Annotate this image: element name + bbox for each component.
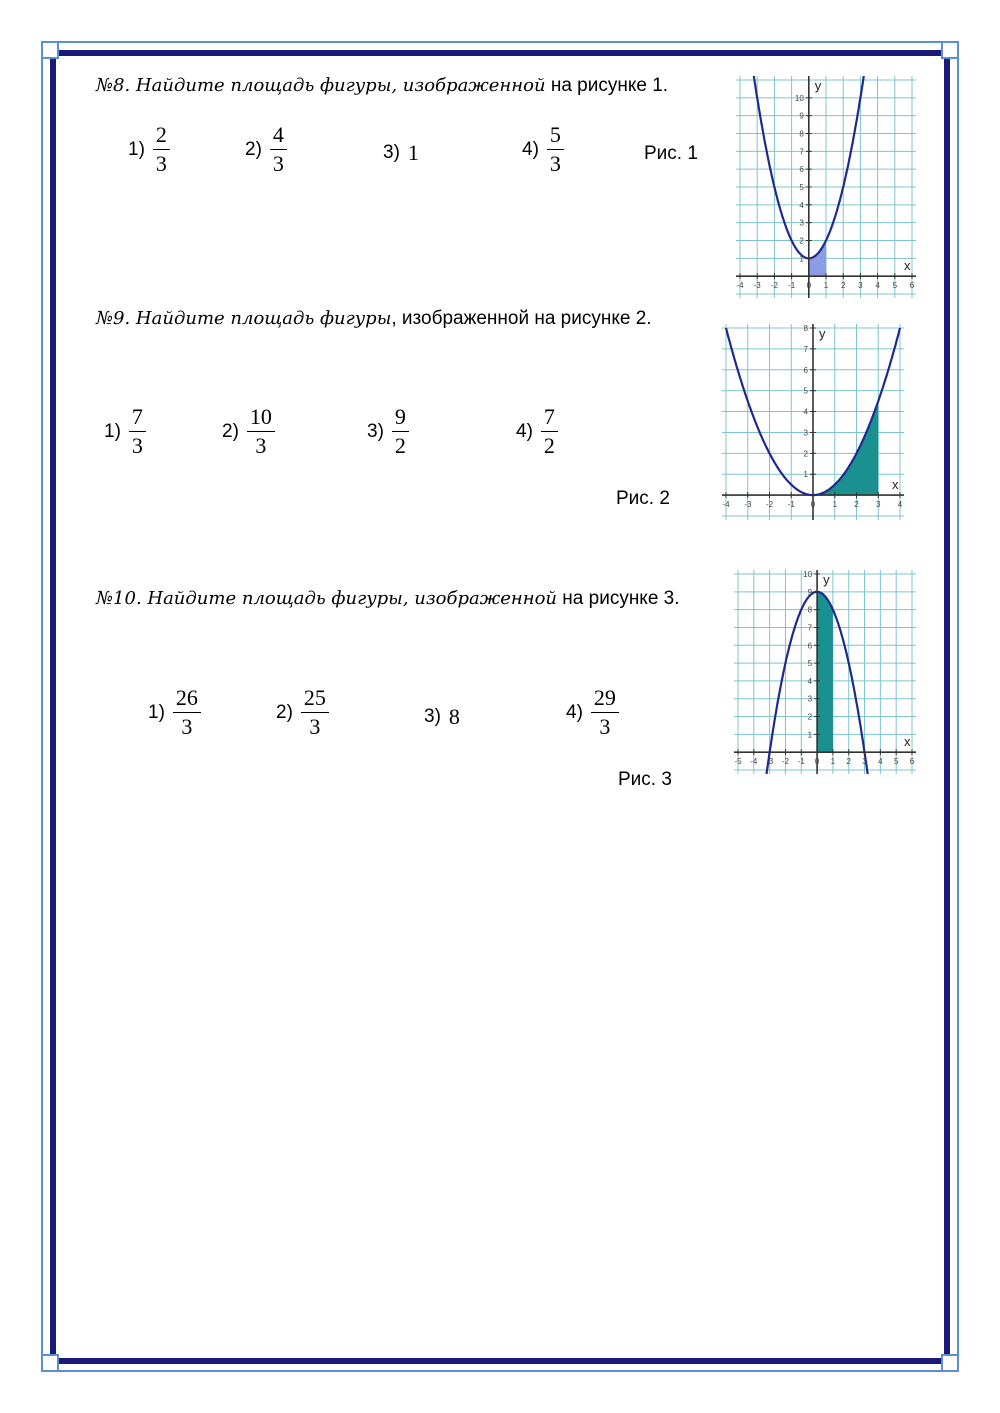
fraction xyxy=(591,687,619,738)
x-tick-label: -5 xyxy=(734,757,742,767)
figure-2-graph xyxy=(722,324,904,520)
x-tick-label: 4 xyxy=(897,500,903,510)
option-number: 1) xyxy=(104,420,121,442)
x-tick-label: -4 xyxy=(736,281,744,291)
x-tick-label: 2 xyxy=(840,281,846,291)
task-9-title-italic: №9. Найдите площадь фигуры xyxy=(96,308,392,329)
corner-ornament xyxy=(41,41,59,59)
y-tick-label: 4 xyxy=(807,676,813,686)
denominator: 3 xyxy=(549,151,561,176)
task-10-option-2[interactable] xyxy=(276,687,329,738)
numerator: 2 xyxy=(153,124,170,150)
task-9-option-2[interactable] xyxy=(222,406,275,457)
x-tick-label: -2 xyxy=(770,281,778,291)
x-tick-label: 1 xyxy=(832,500,837,510)
denominator: 3 xyxy=(181,714,193,739)
option-number: 3) xyxy=(424,706,441,727)
y-tick-label: 9 xyxy=(799,111,804,121)
x-tick-label: -2 xyxy=(781,757,790,767)
y-tick-label: 3 xyxy=(807,694,813,704)
corner-ornament xyxy=(41,1354,59,1372)
x-tick-label: 3 xyxy=(862,757,867,767)
numerator: 29 xyxy=(591,687,619,713)
option-number: 4) xyxy=(516,420,533,442)
y-tick-label: 3 xyxy=(799,218,804,228)
x-tick-label: 2 xyxy=(846,757,851,767)
task-10-option-4[interactable] xyxy=(566,687,619,738)
y-tick-label: 6 xyxy=(807,641,813,651)
option-number: 4) xyxy=(522,138,539,160)
task-10-title xyxy=(96,588,680,610)
option-value: 1 xyxy=(407,140,419,165)
y-tick-label: 10 xyxy=(803,570,813,579)
option-number: 1) xyxy=(128,138,145,160)
x-tick-label: -4 xyxy=(722,500,730,510)
denominator: 3 xyxy=(599,714,611,739)
x-tick-label: -3 xyxy=(744,500,752,510)
denominator: 2 xyxy=(543,433,555,458)
x-tick-label: -1 xyxy=(788,281,796,291)
task-8-title-italic: №8. Найдите площадь фигуры, изображенной xyxy=(96,75,546,96)
y-tick-label: 1 xyxy=(803,470,808,480)
task-9-title-plain: , изображенной на рисунке 2. xyxy=(391,308,652,329)
x-tick-label: 0 xyxy=(814,757,820,767)
figure-1-label: Рис. 1 xyxy=(644,143,698,164)
y-tick-label: 2 xyxy=(799,236,804,246)
x-tick-label: 1 xyxy=(823,281,829,291)
numerator: 5 xyxy=(547,124,564,150)
task-9-option-3[interactable] xyxy=(367,406,409,457)
x-tick-label: 3 xyxy=(858,281,863,291)
x-axis-label: x xyxy=(904,734,911,750)
task-8-option-4[interactable] xyxy=(522,124,564,175)
numerator: 4 xyxy=(270,124,287,150)
task-10-option-3[interactable] xyxy=(424,704,460,730)
y-tick-label: 4 xyxy=(799,200,804,210)
denominator: 3 xyxy=(155,151,167,176)
y-axis-label: y xyxy=(819,326,826,341)
y-tick-label: 7 xyxy=(803,344,808,354)
y-tick-label: 8 xyxy=(799,129,804,139)
task-8-option-2[interactable] xyxy=(245,124,287,175)
x-tick-label: 0 xyxy=(806,281,812,291)
x-tick-label: 4 xyxy=(878,757,883,767)
option-number: 2) xyxy=(222,420,239,442)
fraction xyxy=(392,406,409,457)
y-tick-label: 2 xyxy=(803,449,808,459)
y-tick-label: 6 xyxy=(803,365,808,375)
x-tick-label: 1 xyxy=(830,757,836,767)
task-9-title xyxy=(96,308,652,330)
task-10-title-italic: №10. Найдите площадь фигуры, изображенной xyxy=(96,588,558,609)
x-axis-label: x xyxy=(892,477,899,493)
option-number: 3) xyxy=(367,420,384,442)
y-tick-label: 5 xyxy=(799,183,804,192)
x-tick-label: 6 xyxy=(909,757,915,767)
task-9-option-1[interactable] xyxy=(104,406,146,457)
x-tick-label: -4 xyxy=(750,757,758,767)
x-tick-label: 2 xyxy=(854,500,859,510)
option-value: 8 xyxy=(448,704,460,729)
y-tick-label: 2 xyxy=(807,712,813,722)
option-number: 3) xyxy=(383,142,400,163)
x-tick-label: -3 xyxy=(766,757,774,767)
x-tick-label: 6 xyxy=(909,281,915,291)
numerator: 7 xyxy=(541,406,558,432)
shaded-area xyxy=(817,592,833,752)
denominator: 3 xyxy=(131,433,143,458)
y-tick-label: 9 xyxy=(807,587,813,597)
option-number: 2) xyxy=(245,138,262,160)
x-tick-label: 4 xyxy=(875,281,880,291)
y-tick-label: 5 xyxy=(803,386,808,396)
fraction xyxy=(247,406,275,457)
task-9-option-4[interactable] xyxy=(516,406,558,457)
option-number: 4) xyxy=(566,701,583,723)
numerator: 7 xyxy=(129,406,146,432)
option-number: 1) xyxy=(148,701,165,723)
y-tick-label: 7 xyxy=(807,623,813,633)
shaded-area xyxy=(813,401,878,495)
denominator: 2 xyxy=(394,433,406,458)
y-tick-label: 8 xyxy=(807,605,813,615)
y-tick-label: 3 xyxy=(803,428,808,438)
denominator: 3 xyxy=(255,433,267,458)
fraction xyxy=(129,406,146,457)
task-10-option-1[interactable] xyxy=(148,687,201,738)
y-tick-label: 6 xyxy=(799,165,804,175)
x-tick-label: -3 xyxy=(753,281,761,291)
denominator: 3 xyxy=(309,714,321,739)
x-axis-label: x xyxy=(904,258,911,274)
x-tick-label: -1 xyxy=(797,757,805,767)
numerator: 9 xyxy=(392,406,409,432)
x-tick-label: -1 xyxy=(787,500,795,510)
figure-3-graph xyxy=(734,570,916,774)
y-tick-label: 4 xyxy=(803,407,808,417)
x-tick-label: -2 xyxy=(765,500,774,510)
y-tick-label: 5 xyxy=(807,659,813,669)
y-axis-label: y xyxy=(823,572,830,587)
fraction xyxy=(547,124,564,175)
x-tick-label: 5 xyxy=(893,757,899,767)
fraction xyxy=(153,124,170,175)
numerator: 26 xyxy=(173,687,201,713)
corner-ornament xyxy=(941,41,959,59)
fraction xyxy=(270,124,287,175)
option-number: 2) xyxy=(276,701,293,723)
task-8-title xyxy=(96,75,668,97)
y-tick-label: 8 xyxy=(803,324,808,333)
figure-2-label: Рис. 2 xyxy=(616,488,670,509)
fraction xyxy=(173,687,201,738)
y-tick-label: 10 xyxy=(794,93,804,103)
task-8-title-plain: на рисунке 1. xyxy=(545,75,669,96)
figure-1-graph xyxy=(736,76,916,298)
fraction xyxy=(301,687,329,738)
x-tick-label: 0 xyxy=(810,500,816,510)
y-tick-label: 7 xyxy=(799,147,804,157)
task-10-title-plain: на рисунке 3. xyxy=(557,588,680,609)
x-tick-label: 5 xyxy=(892,281,898,291)
y-axis-label: y xyxy=(814,78,822,93)
denominator: 3 xyxy=(272,151,284,176)
corner-ornament xyxy=(941,1354,959,1372)
numerator: 25 xyxy=(301,687,329,713)
task-8-option-1[interactable] xyxy=(128,124,170,175)
numerator: 10 xyxy=(247,406,275,432)
y-tick-label: 1 xyxy=(799,254,804,264)
task-8-option-3[interactable] xyxy=(383,140,419,166)
x-tick-label: 3 xyxy=(876,500,881,510)
figure-3-label: Рис. 3 xyxy=(618,769,672,790)
fraction xyxy=(541,406,558,457)
y-tick-label: 1 xyxy=(807,730,813,740)
